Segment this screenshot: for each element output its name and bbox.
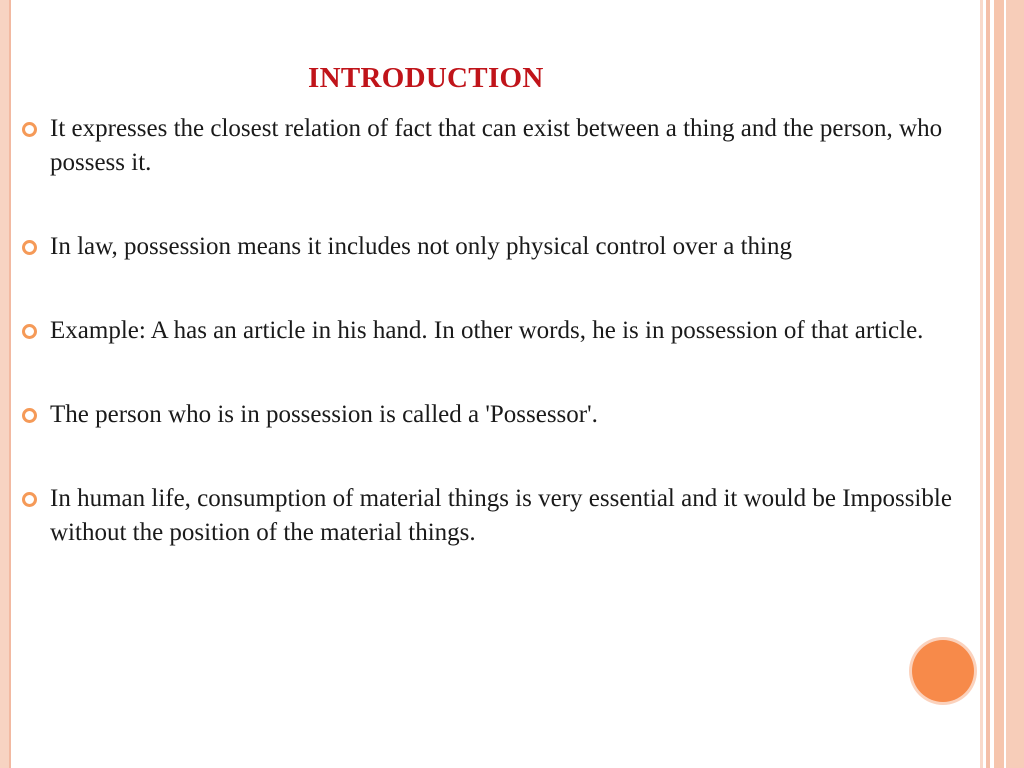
bullet-item — [22, 230, 952, 264]
bullet-text: Example: A has an article in his hand. In other words, he is in possession of that article. — [50, 317, 924, 344]
bullet-text: In law, possession means it includes not only physical control over a thing — [50, 233, 793, 260]
left-border-decoration — [0, 0, 11, 768]
bullet-item — [22, 482, 952, 550]
bullet-item — [22, 314, 952, 348]
bullet-item — [22, 112, 952, 180]
slide-title: INTRODUCTION — [308, 62, 544, 94]
bullet-list — [22, 112, 952, 550]
bullet-item — [22, 398, 952, 432]
circle-bullet-icon — [22, 122, 37, 137]
circle-bullet-icon — [22, 408, 37, 423]
circle-bullet-icon — [22, 324, 37, 339]
circle-bullet-icon — [22, 492, 37, 507]
right-stripes-decoration — [980, 0, 1024, 768]
bullet-text: In human life, consumption of material things is very essential and it would be Impossible without the position of the material things. — [50, 485, 952, 546]
bullet-text: The person who is in possession is called a 'Possessor'. — [50, 401, 598, 428]
orange-circle-decoration — [912, 640, 974, 702]
bullet-text: It expresses the closest relation of fact that can exist between a thing and the person, who possess it. — [50, 115, 943, 176]
circle-bullet-icon — [22, 240, 37, 255]
